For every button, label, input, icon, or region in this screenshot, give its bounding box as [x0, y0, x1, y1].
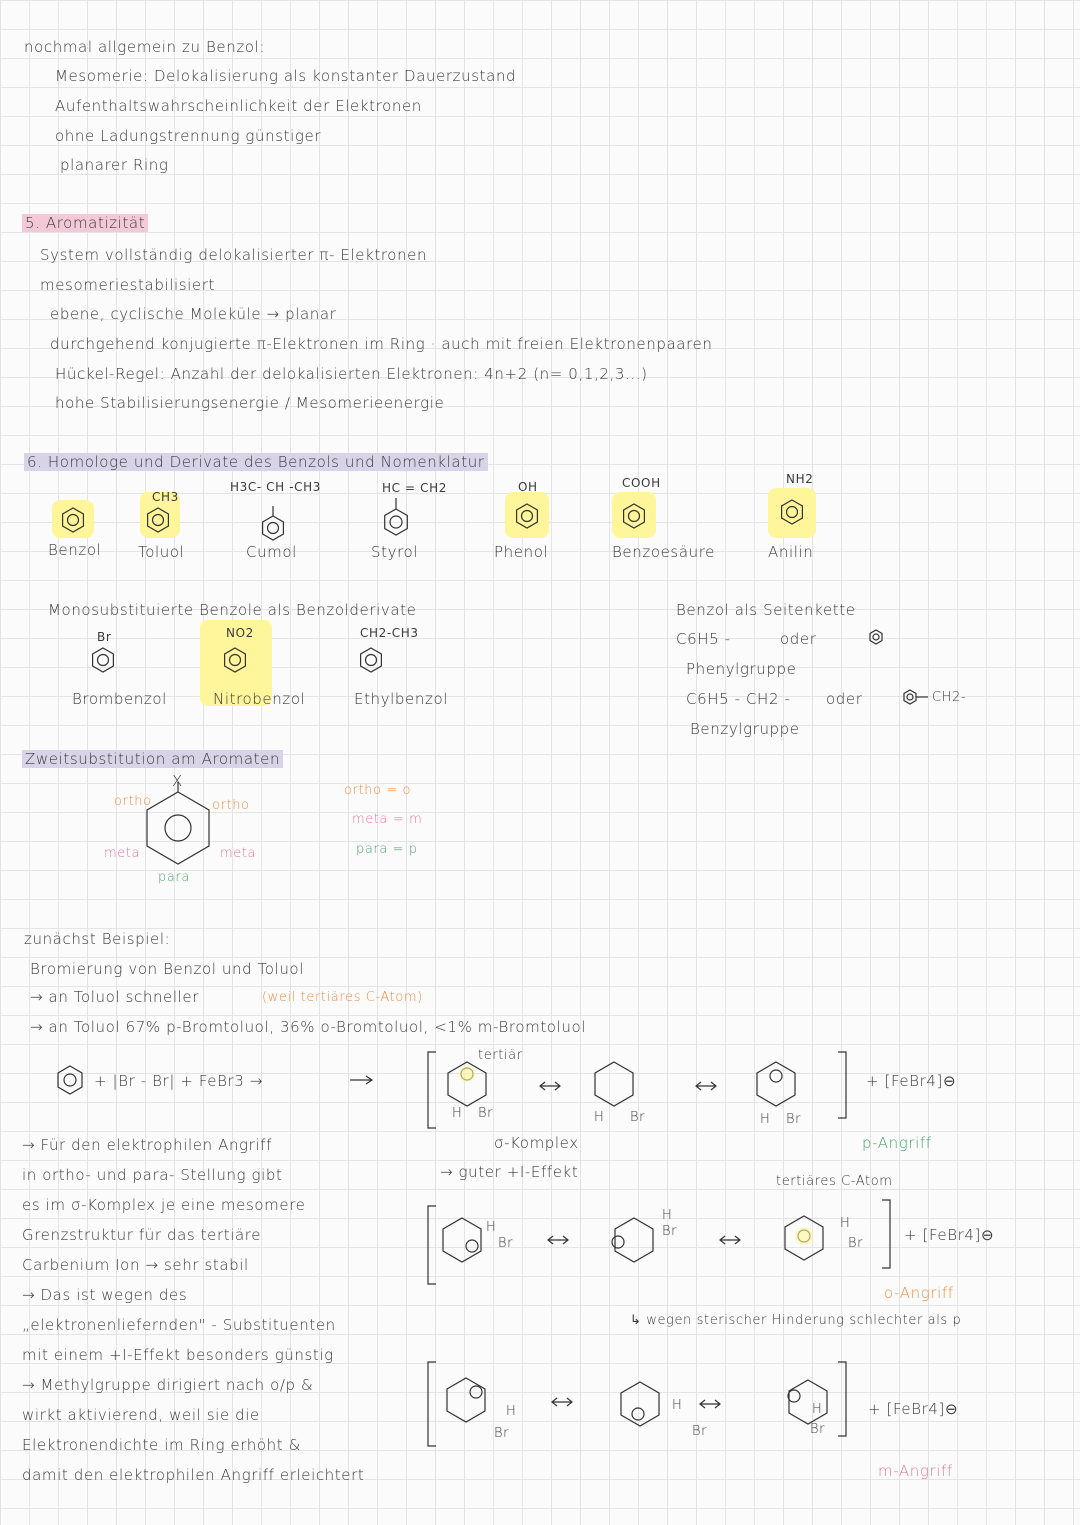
example-title: zunächst Beispiel: [24, 930, 171, 948]
compound-name: Ethylbenzol [354, 690, 448, 708]
h-label: H [662, 1208, 673, 1223]
phenyl-group-name: Phenylgruppe [686, 660, 797, 678]
steric-note: ↳ wegen sterischer Hinderung schlechter als p [630, 1313, 962, 1328]
aromaticity-line: hohe Stabilisierungsenergie / Mesomerieenergie [55, 394, 445, 412]
aniline-ring-icon [782, 500, 803, 524]
example-line: → an Toluol 67% p-Bromtoluol, 36% o-Bromtoluol, <1% m-Bromtoluol [30, 1018, 587, 1036]
explain-line: damit den elektrophilen Angriff erleichtert [22, 1466, 365, 1484]
brombenzene-ring-icon [93, 648, 114, 672]
para-label: para [158, 870, 190, 885]
h-label: H [452, 1106, 463, 1121]
aromaticity-line: mesomeriestabilisiert [40, 276, 216, 294]
explain-line: → Das ist wegen des [22, 1286, 188, 1304]
intro-title: nochmal allgemein zu Benzol: [24, 38, 265, 56]
aromaticity-line: ebene, cyclische Moleküle → planar [50, 305, 337, 323]
aromaticity-line: durchgehend konjugierte π-Elektronen im Ring · auch mit freien Elektronenpaaren [50, 335, 713, 353]
ortho-right-label: ortho [212, 798, 250, 813]
meta-right-label: meta [220, 846, 257, 861]
example-note: (weil tertiäres C-Atom) [262, 990, 423, 1005]
phenol-ring-icon [517, 504, 538, 528]
benzyl-formula: C6H5 - CH2 - [686, 690, 791, 708]
compound-name: Cumol [246, 543, 297, 561]
o-attack-label: o-Angriff [884, 1284, 954, 1302]
resonance-arrow-icon [540, 1082, 740, 1408]
mono-heading: Monosubstituierte Benzole als Benzolderivate [48, 601, 417, 619]
explain-line: in ortho- und para- Stellung gibt [22, 1166, 283, 1184]
disubst-heading: Zweitsubstitution am Aromaten [22, 750, 283, 768]
legend-meta: meta = m [352, 812, 423, 827]
benzyl-suffix: CH2- [932, 690, 967, 705]
h-label: H [760, 1112, 771, 1127]
br-label: Br [478, 1106, 494, 1121]
explain-line: → Für den elektrophilen Angriff [22, 1136, 272, 1154]
benzene-ring-icon [63, 508, 84, 532]
h-label: H [486, 1220, 497, 1235]
sigma-complex-label: σ-Komplex [494, 1134, 579, 1152]
br-label: Br [662, 1224, 678, 1239]
explain-line: → Methylgruppe dirigiert nach o/p & [22, 1376, 314, 1394]
intro-line: Mesomerie: Delokalisierung als konstanter Dauerzustand [55, 67, 517, 85]
sigma-ring-icon [447, 1378, 485, 1422]
explain-line: wirkt aktivierend, weil sie die [22, 1406, 260, 1424]
phenyl-formula: C6H5 - [676, 630, 731, 648]
ethylbenzene-ring-icon [361, 648, 382, 672]
cumene-ring-icon [263, 506, 284, 540]
oder-text: oder [826, 690, 863, 708]
intro-line: ohne Ladungstrennung günstiger [55, 127, 322, 145]
reaction-equation: + |Br - Br| + FeBr3 → [94, 1072, 263, 1090]
h-label: H [594, 1110, 605, 1125]
benzoic-ring-icon [624, 504, 645, 528]
febr4-label: + [FeBr4]⊖ [904, 1226, 995, 1244]
benzoesaeure-substituent: COOH [622, 476, 661, 490]
reaction-benzene-icon [58, 1066, 82, 1094]
oder-text: oder [780, 630, 817, 648]
ethylbenzol-substituent: CH2-CH3 [360, 626, 419, 640]
explain-line: Grenzstruktur für das tertiäre [22, 1226, 262, 1244]
legend-para: para = p [356, 842, 418, 857]
effect-label: → guter +I-Effekt [440, 1163, 579, 1181]
compound-name: Phenol [494, 543, 549, 561]
h-label: H [672, 1398, 683, 1413]
cumol-substituent: H3C- CH -CH3 [230, 480, 321, 494]
toluol-substituent: CH3 [152, 490, 179, 504]
explain-line: es im σ-Komplex je eine mesomere [22, 1196, 306, 1214]
compound-name: Anilin [768, 543, 814, 561]
br-label: Br [848, 1236, 864, 1251]
nitrobenzene-ring-icon [225, 648, 246, 672]
intro-line: planarer Ring [60, 156, 169, 174]
phenol-substituent: OH [518, 480, 538, 494]
ortho-left-label: ortho [114, 794, 152, 809]
p-attack-label: p-Angriff [862, 1134, 932, 1152]
tertiar-label: tertiär [478, 1048, 523, 1063]
br-label: Br [498, 1236, 514, 1251]
febr4-label: + [FeBr4]⊖ [868, 1400, 959, 1418]
m-attack-label: m-Angriff [878, 1462, 953, 1480]
br-label: Br [630, 1110, 646, 1125]
aromaticity-line: Hückel-Regel: Anzahl der delokalisierten Elektronen: 4n+2 (n= 0,1,2,3...) [55, 365, 648, 383]
explain-line: Carbenium Ion → sehr stabil [22, 1256, 249, 1274]
sigma-ring-icon [757, 1062, 795, 1106]
h-label: H [506, 1404, 517, 1419]
febr4-label: + [FeBr4]⊖ [866, 1072, 957, 1090]
sigma-ring-icon [595, 1062, 633, 1106]
nitrobenzol-substituent: NO2 [226, 626, 254, 640]
brombenzol-substituent: Br [97, 630, 112, 644]
benzyl-ring-icon [904, 690, 928, 704]
tertiary-c-label: tertiäres C-Atom [776, 1174, 893, 1189]
br-label: Br [692, 1424, 708, 1439]
h-label: H [812, 1402, 823, 1417]
compound-name: Toluol [138, 543, 185, 561]
example-line: → an Toluol schneller [30, 988, 200, 1006]
explain-line: mit einem +I-Effekt besonders günstig [22, 1346, 334, 1364]
compound-name: Brombenzol [72, 690, 167, 708]
disubstitution-ring-icon [147, 782, 209, 864]
benzyl-group-name: Benzylgruppe [690, 720, 800, 738]
substituent-x: X [172, 772, 183, 790]
styrene-ring-icon [385, 498, 408, 535]
legend-ortho: ortho = o [344, 783, 412, 798]
section-heading-homologues: 6. Homologe und Derivate des Benzols und Nomenklatur [24, 453, 488, 471]
intro-line: Aufenthaltswahrscheinlichkeit der Elektronen [55, 97, 422, 115]
explain-line: Elektronendichte im Ring erhöht & [22, 1436, 301, 1454]
compound-name: Nitrobenzol [213, 690, 306, 708]
side-chain-title: Benzol als Seitenkette [676, 601, 856, 619]
h-label: H [840, 1216, 851, 1231]
styrol-substituent: HC = CH2 [382, 481, 447, 495]
phenyl-ring-icon [870, 630, 882, 644]
section-heading-aromaticity: 5. Aromatizität [22, 214, 148, 232]
example-line: Bromierung von Benzol und Toluol [30, 960, 304, 978]
br-label: Br [810, 1422, 826, 1437]
explain-line: „elektronenliefernden" - Substituenten [22, 1316, 336, 1334]
sigma-ring-icon [443, 1218, 481, 1262]
br-label: Br [786, 1112, 802, 1127]
toluene-ring-icon [148, 508, 169, 532]
sigma-ring-icon [612, 1218, 653, 1262]
br-label: Br [494, 1426, 510, 1441]
aromaticity-line: System vollständig delokalisierter π- Elektronen [40, 246, 428, 264]
compound-name: Benzol [48, 541, 102, 559]
compound-name: Styrol [371, 543, 419, 561]
anilin-substituent: NH2 [786, 472, 814, 486]
meta-left-label: meta [104, 846, 141, 861]
compound-name: Benzoesäure [612, 543, 716, 561]
sigma-ring-icon [621, 1382, 659, 1426]
